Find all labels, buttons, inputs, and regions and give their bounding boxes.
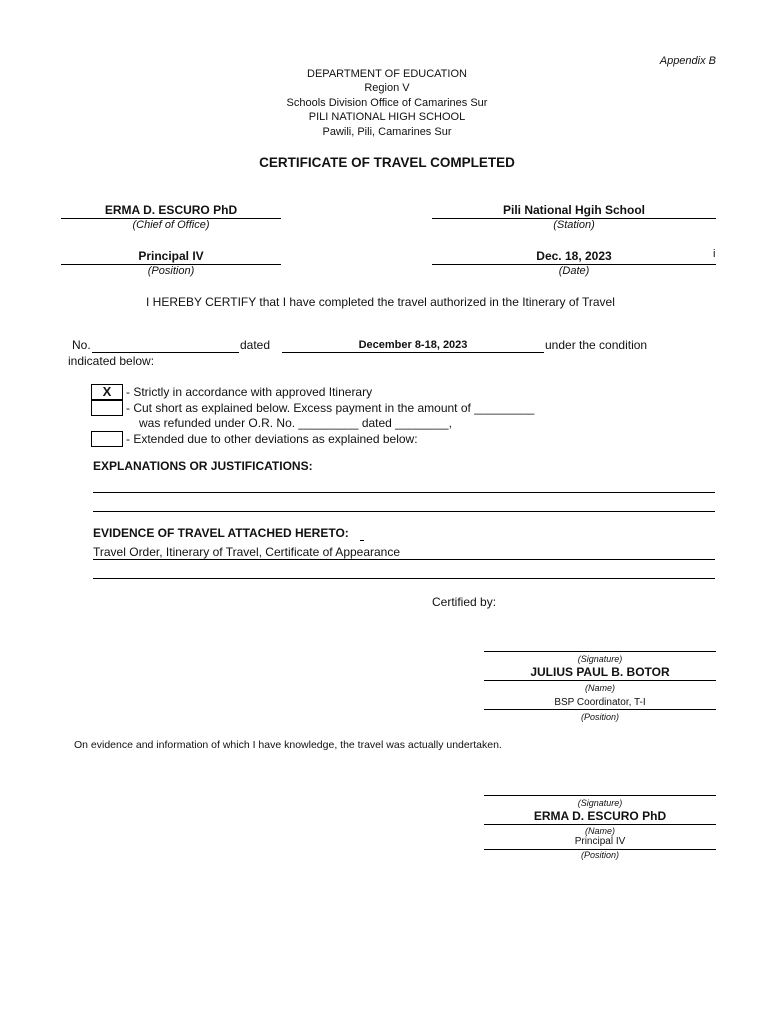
order-dated-label: dated	[240, 338, 271, 352]
signatory2-name-line	[484, 824, 716, 825]
stray-mark: i	[713, 248, 716, 260]
evidence-line-1	[93, 559, 715, 560]
certify-statement: I HEREBY CERTIFY that I have completed the travel authorized in the Itinerary of Travel	[146, 295, 615, 309]
signatory1-name-line	[484, 680, 716, 681]
region-name: Region V	[364, 82, 410, 94]
signatory1-name-label: (Name)	[584, 683, 615, 693]
position-value: Principal IV	[138, 249, 204, 263]
document-title: CERTIFICATE OF TRAVEL COMPLETED	[259, 155, 515, 170]
signatory2-position-label: (Position)	[580, 850, 619, 860]
order-dated-value: December 8-18, 2023	[358, 339, 468, 351]
division-name: Schools Division Office of Camarines Sur	[286, 97, 488, 109]
appendix-label: Appendix B	[659, 55, 716, 67]
option-strict-text: - Strictly in accordance with approved Itinerary	[126, 385, 373, 399]
signatory1-name: JULIUS PAUL B. BOTOR	[530, 665, 670, 679]
option-cut-short-checkbox[interactable]	[91, 400, 123, 416]
option-strict-checkbox[interactable]: X	[91, 384, 123, 400]
evidence-line-2[interactable]	[93, 578, 715, 579]
station-label: (Station)	[553, 219, 595, 231]
school-address: Pawili, Pili, Camarines Sur	[322, 126, 452, 138]
signatory2-name: ERMA D. ESCURO PhD	[533, 809, 667, 823]
signatory1-position: BSP Coordinator, T-I	[554, 697, 646, 708]
option-extended-checkbox[interactable]	[91, 431, 123, 447]
signatory2-signature-label: (Signature)	[577, 798, 623, 808]
signatory1-position-line	[484, 709, 716, 710]
order-indicated-label: indicated below:	[68, 354, 155, 368]
explanations-heading: EXPLANATIONS OR JUSTIFICATIONS:	[93, 459, 313, 473]
evidence-value: Travel Order, Itinerary of Travel, Certificate of Appearance	[93, 545, 401, 559]
signatory2-signature-line	[484, 795, 716, 796]
explanation-line-1[interactable]	[93, 492, 715, 493]
signatory2-name-label: (Name)	[584, 826, 615, 836]
signatory1-signature-label: (Signature)	[577, 654, 623, 664]
school-name: PILI NATIONAL HIGH SCHOOL	[308, 111, 466, 123]
option-extended-text: - Extended due to other deviations as explained below:	[126, 432, 418, 446]
department-name: DEPARTMENT OF EDUCATION	[307, 68, 467, 80]
signatory2-position: Principal IV	[574, 836, 626, 847]
evidence-heading: EVIDENCE OF TRAVEL ATTACHED HERETO:	[93, 526, 349, 540]
certified-by-label: Certified by:	[432, 595, 497, 609]
explanation-line-2[interactable]	[93, 511, 715, 512]
chief-of-office-label: (Chief of Office)	[132, 219, 210, 231]
station-value: Pili National Hgih School	[502, 203, 645, 217]
date-value: Dec. 18, 2023	[536, 249, 612, 263]
chief-of-office-value: ERMA D. ESCURO PhD	[104, 203, 238, 217]
order-condition-label: under the condition	[545, 338, 648, 352]
order-no-line	[92, 352, 239, 353]
order-dated-line	[282, 352, 544, 353]
evidence-heading-mark	[360, 540, 364, 541]
option-cut-short-text: - Cut short as explained below. Excess payment in the amount of _________	[126, 401, 535, 415]
position-label: (Position)	[147, 265, 195, 277]
signatory1-position-label: (Position)	[580, 712, 619, 722]
evidence-statement: On evidence and information of which I have knowledge, the travel was actually undertaken.	[74, 739, 502, 751]
option-cut-short-refund-text: was refunded under O.R. No. _________ dated ________,	[139, 416, 452, 430]
signatory1-signature-line	[484, 651, 716, 652]
order-no-label: No.	[72, 338, 91, 352]
date-label: (Date)	[558, 265, 590, 277]
